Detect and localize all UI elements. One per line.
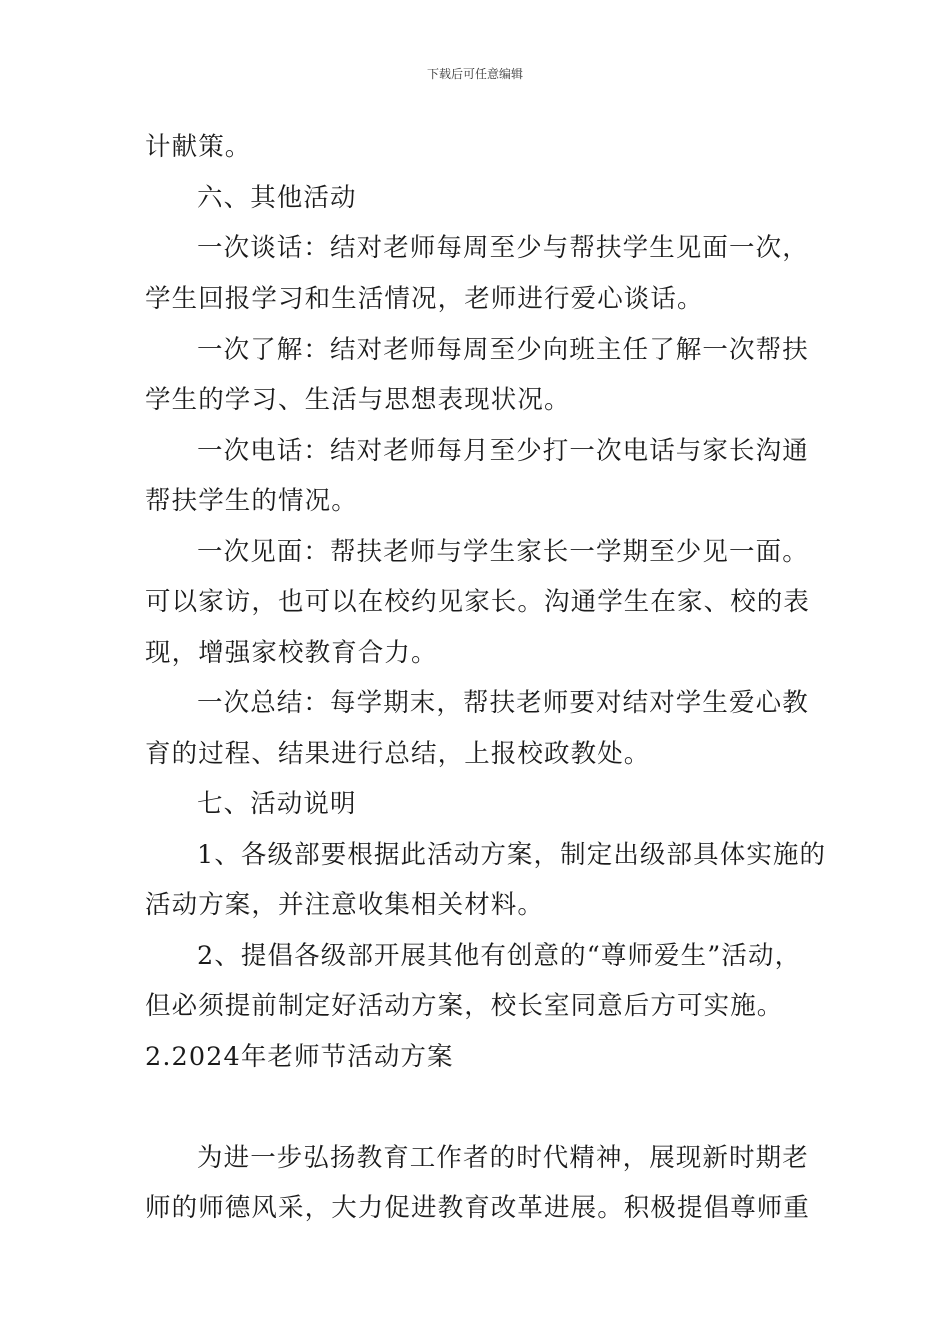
paragraph-line: 育的过程、结果进行总结，上报校政教处。 <box>145 739 651 769</box>
section-heading: 六、其他活动 <box>197 183 357 213</box>
paragraph-line: 现，增强家校教育合力。 <box>145 638 438 668</box>
paragraph-line: 帮扶学生的情况。 <box>145 486 358 516</box>
paragraph-line: 但必须提前制定好活动方案，校长室同意后方可实施。 <box>145 991 784 1021</box>
paragraph-line: 一次电话：结对老师每月至少打一次电话与家长沟通 <box>197 436 809 466</box>
paragraph-line: 活动方案，并注意收集相关材料。 <box>145 890 545 920</box>
paragraph-line: 1、各级部要根据此活动方案，制定出级部具体实施的 <box>197 840 827 870</box>
paragraph-line: 学生的学习、生活与思想表现状况。 <box>145 385 571 415</box>
paragraph-line: 一次谈话：结对老师每周至少与帮扶学生见面一次， <box>197 233 809 263</box>
paragraph-line: 为进一步弘扬教育工作者的时代精神，展现新时期老 <box>197 1143 809 1173</box>
page-header-note: 下载后可任意编辑 <box>426 67 523 81</box>
paragraph-line: 一次见面：帮扶老师与学生家长一学期至少见一面。 <box>197 537 809 567</box>
document-title: 2.2024年老师节活动方案 <box>145 1042 454 1072</box>
paragraph-line: 计献策。 <box>145 132 252 162</box>
paragraph-line: 2、提倡各级部开展其他有创意的“尊师爱生”活动， <box>197 941 802 971</box>
paragraph-line: 师的师德风采，大力促进教育改革进展。积极提倡尊师重 <box>145 1193 811 1223</box>
paragraph-line: 学生回报学习和生活情况，老师进行爱心谈话。 <box>145 284 704 314</box>
paragraph-line: 一次了解：结对老师每周至少向班主任了解一次帮扶 <box>197 335 809 365</box>
paragraph-line: 可以家访，也可以在校约见家长。沟通学生在家、校的表 <box>145 587 811 617</box>
paragraph-line: 一次总结：每学期末，帮扶老师要对结对学生爱心教 <box>197 688 809 718</box>
section-heading: 七、活动说明 <box>197 789 357 819</box>
